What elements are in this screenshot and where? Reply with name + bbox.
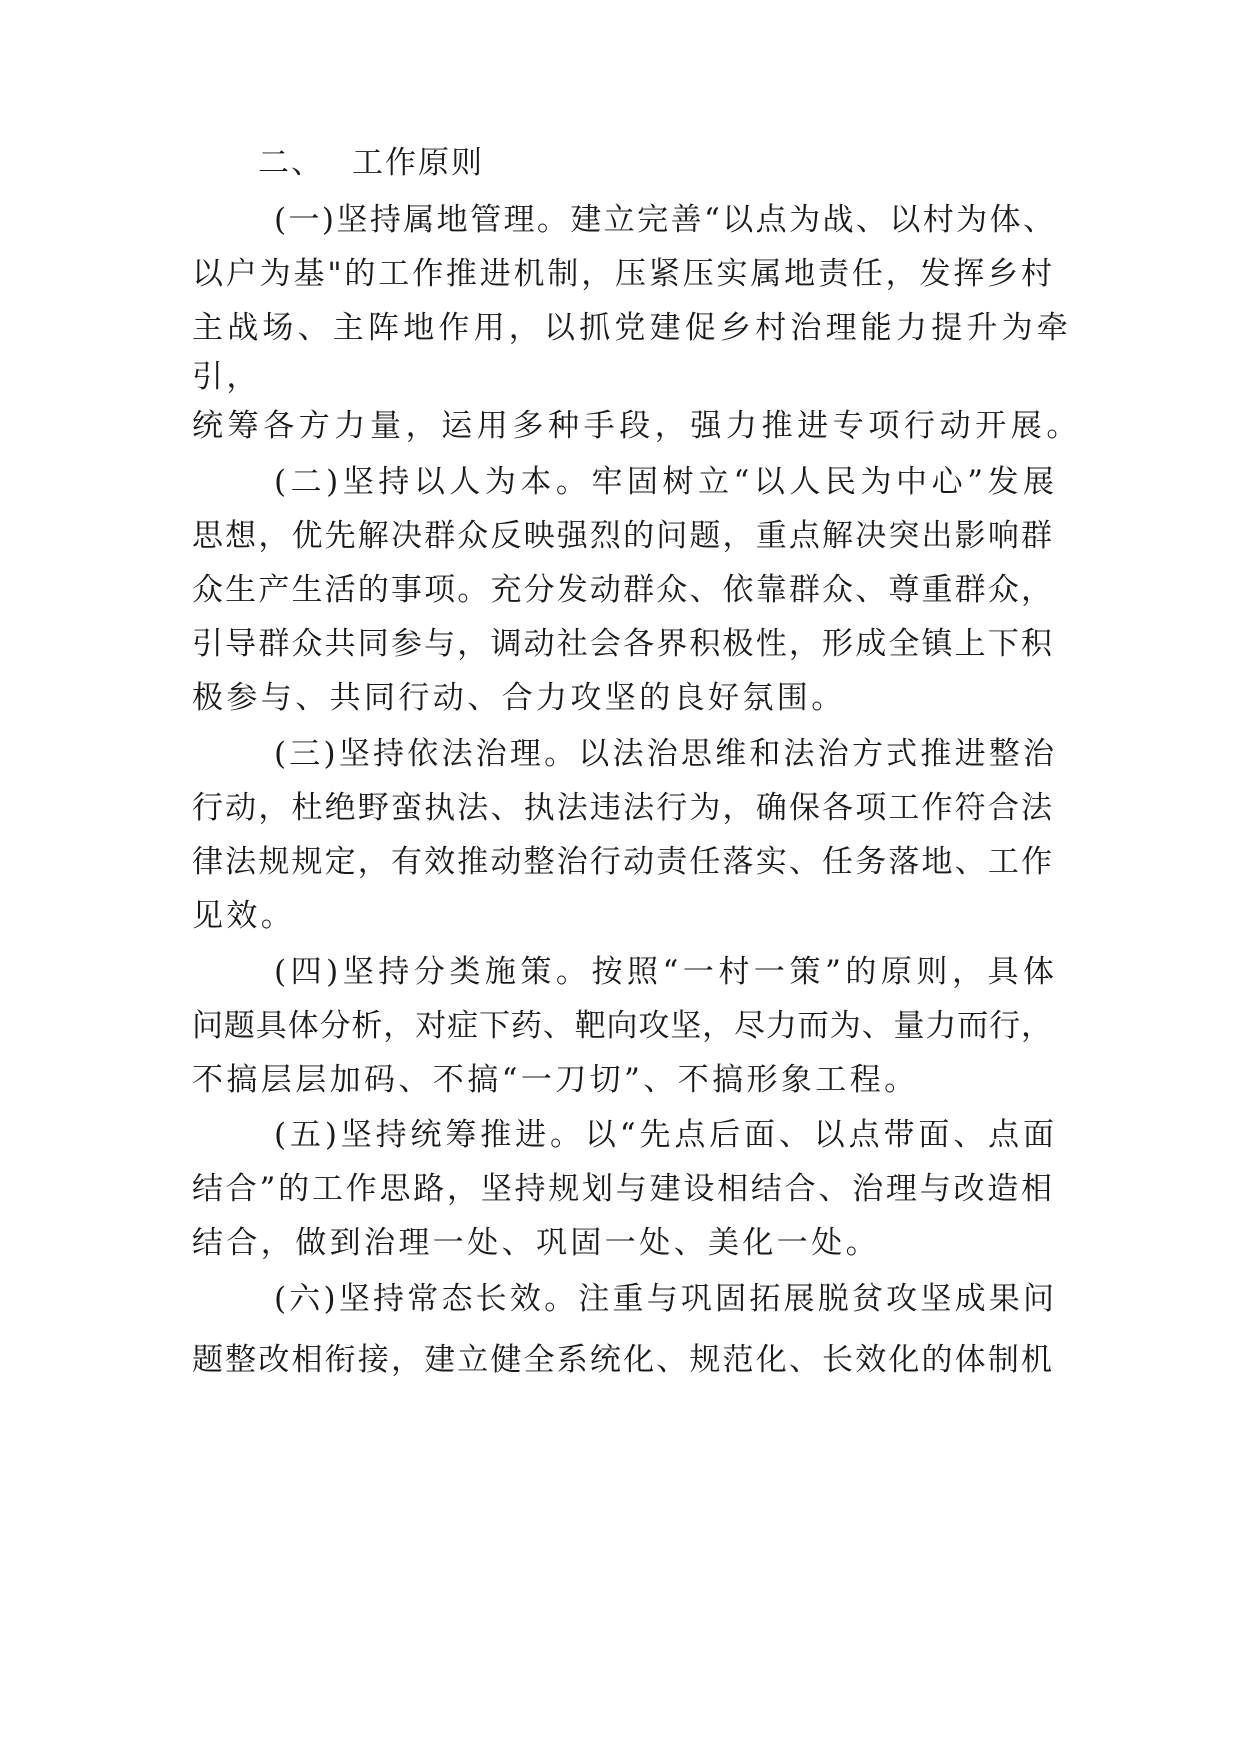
section-number: 二、: [258, 145, 324, 181]
paragraph-line: 见效。: [192, 898, 296, 934]
paragraph-line: (二)坚持以人为本。牢固树立“以人民为中心”发展: [274, 464, 1054, 500]
paragraph-line: 不搞层层加码、不搞“一刀切”、不搞形象工程。: [192, 1062, 919, 1098]
paragraph-line: 思想，优先解决群众反映强烈的问题，重点解决突出影响群: [192, 518, 1052, 554]
paragraph-line: 行动，杜绝野蛮执法、执法违法行为，确保各项工作符合法: [192, 790, 1052, 826]
paragraph-line: 问题具体分析，对症下药、靶向攻坚，尽力而为、量力而行，: [192, 1008, 1052, 1044]
paragraph-line: 结合，做到治理一处、巩固一处、美化一处。: [192, 1225, 880, 1261]
section-title: 工作原则: [352, 145, 484, 181]
paragraph-line: 律法规规定，有效推动整治行动责任落实、任务落地、工作: [192, 844, 1052, 880]
paragraph-line: (一)坚持属地管理。建立完善“以点为战、以村为体、: [274, 202, 1054, 238]
paragraph-line: 主战场、主阵地作用，以抓党建促乡村治理能力提升为牵: [192, 310, 1072, 346]
paragraph-line: 引导群众共同参与，调动社会各界积极性，形成全镇上下积: [192, 626, 1052, 662]
section-heading: [258, 143, 1118, 183]
paragraph-line: (三)坚持依法治理。以法治思维和法治方式推进整治: [274, 736, 1054, 772]
paragraph-line: 题整改相衔接，建立健全系统化、规范化、长效化的体制机: [192, 1342, 1052, 1378]
paragraph-line: (六)坚持常态长效。注重与巩固拓展脱贫攻坚成果问: [274, 1281, 1054, 1317]
paragraph-line: 极参与、共同行动、合力攻坚的良好氛围。: [192, 680, 846, 716]
paragraph-line: (五)坚持统筹推进。以“先点后面、以点带面、点面: [274, 1117, 1054, 1153]
paragraph-line: 引，: [192, 359, 261, 395]
paragraph-line: 以户为基"的工作推进机制，压紧压实属地责任，发挥乡村: [192, 256, 1052, 292]
paragraph-line: 众生产生活的事项。充分发动群众、依靠群众、尊重群众，: [192, 572, 1052, 608]
paragraph-line: 统筹各方力量，运用多种手段，强力推进专项行动开展。: [192, 408, 1082, 444]
paragraph-line: 结合”的工作思路，坚持规划与建设相结合、治理与改造相: [192, 1171, 1052, 1207]
paragraph-line: (四)坚持分类施策。按照“一村一策”的原则，具体: [274, 954, 1054, 990]
